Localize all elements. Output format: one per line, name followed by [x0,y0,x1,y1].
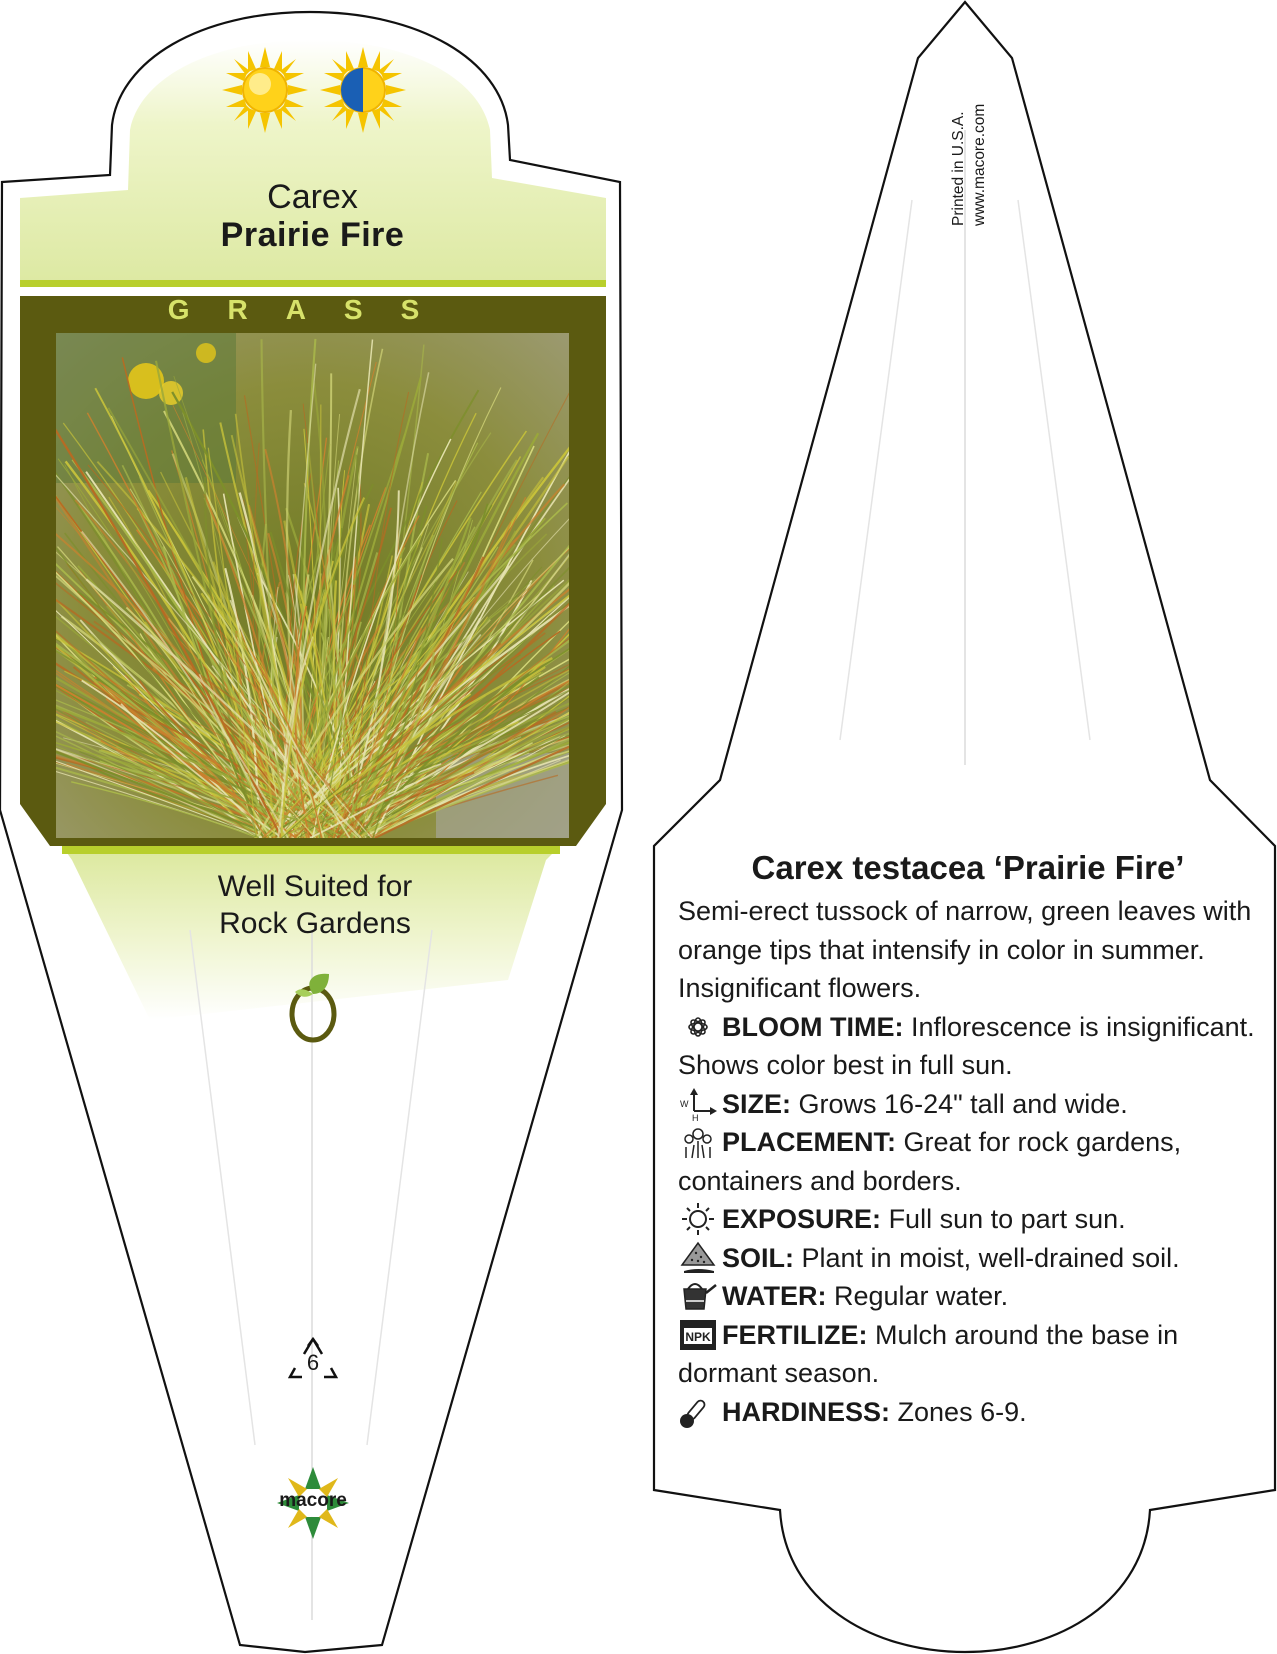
brand-logo-text: macore [279,1490,347,1511]
attr-text: Mulch around the base in dormant season. [678,1319,1179,1388]
category-label: GRASS [167,294,458,325]
npk-icon [678,1318,718,1352]
soil-icon [678,1241,718,1275]
common-name: Carex [267,178,358,216]
attr-label: SOIL: [722,1242,794,1273]
attr-text: Inflorescence is insignificant. Shows color best in full sun. [678,1011,1255,1080]
attr-exposure [678,1200,1258,1239]
variety-name: Prairie Fire [220,216,405,254]
sun-outline-icon [678,1202,718,1236]
attr-text: Plant in moist, well-drained soil. [801,1242,1180,1273]
tagline-line1: Well Suited for [217,870,413,903]
watering-can-icon [678,1279,718,1313]
flower-icon [678,1010,718,1044]
svg-text:H: H [692,1112,699,1121]
attr-label: HARDINESS: [722,1396,891,1427]
botanical-name: Carex testacea ‘Prairie Fire’ [751,849,1185,886]
attr-size [678,1085,1258,1124]
attr-label: PLACEMENT: [722,1127,896,1157]
attr-label: SIZE: [722,1088,792,1119]
attr-fertilize [678,1316,1258,1393]
attr-text: Zones 6-9. [897,1396,1027,1427]
attr-water [678,1277,1258,1316]
attr-hardiness [678,1393,1258,1432]
plant-seed-icon [285,970,341,1046]
printed-line2: www.macore.com [971,103,988,226]
attr-label: FERTILIZE: [722,1319,868,1350]
attr-bloom-time [678,1008,1258,1085]
tagline-line2: Rock Gardens [219,907,411,940]
recycle-code: 6 [306,1350,320,1375]
svg-text:W: W [680,1098,689,1109]
plant-photo [56,333,569,838]
thermometer-icon [678,1395,718,1429]
attr-label: WATER: [722,1281,827,1311]
full-sun-icon [220,45,310,135]
npk-label: NPK [685,1329,711,1344]
attr-text: Full sun to part sun. [888,1204,1126,1234]
printed-in-usa [948,48,988,228]
size-icon [678,1087,718,1121]
attr-soil [678,1239,1258,1278]
tagline [150,868,480,942]
placement-icon [678,1125,718,1159]
attr-text: Grows 16-24" tall and wide. [798,1088,1128,1119]
attr-label: EXPOSURE: [722,1204,882,1234]
plant-description: Semi-erect tussock of narrow, green leaves with orange tips that intensify in color in summer. Insignificant flowers. [678,896,1252,1003]
care-instructions [678,846,1258,1431]
printed-line1: Printed in U.S.A. [950,111,967,226]
part-sun-icon [318,45,408,135]
attr-text: Regular water. [834,1281,1009,1311]
attr-label: BLOOM TIME: [722,1011,904,1042]
attr-text: Great for rock gardens, containers and borders. [678,1127,1182,1196]
attr-placement [678,1123,1258,1200]
